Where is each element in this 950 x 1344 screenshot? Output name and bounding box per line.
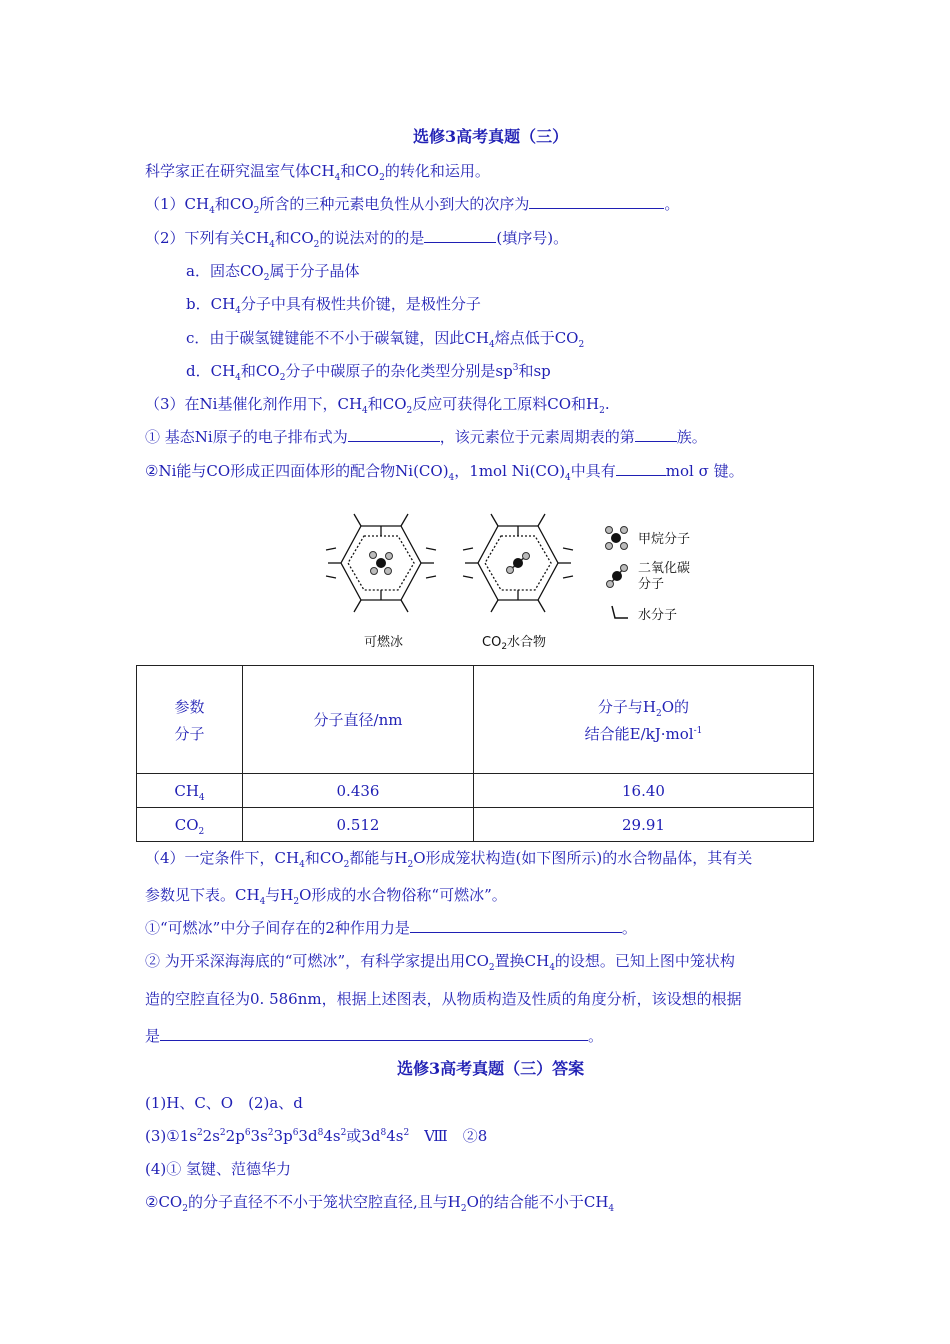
methane-molecule — [370, 552, 393, 575]
page-title: 选修3高考真题（三） — [413, 127, 569, 146]
question-4: （4）一定条件下，$CH_4$和$CO_2$都能与$H_2O$形成笼状构造(如下图所示)的水合物晶体，其有关 — [145, 849, 753, 870]
answer-blank — [424, 228, 496, 243]
label-co2-hydrate: $CO_2$水合物 — [482, 635, 547, 652]
intro-text: 科学家正在研究温室气体$CH_4$和$CO_2$的转化和运用。 — [145, 162, 490, 183]
label-combustible-ice: 可燃冰 — [364, 635, 404, 650]
answer-1-2: (1)H、C、O (2)a、d — [145, 1094, 303, 1112]
question-4-2-cont: 造的空腔直径为0. 586nm，根据上述图表，从物质构造及性质的角度分析，该设想的根据 — [145, 990, 742, 1008]
parameter-table — [136, 665, 814, 842]
legend-water-label: 水分子 — [638, 608, 678, 623]
legend-water-icon — [612, 606, 628, 618]
question-4-2: ② 为开采深海海底的“可燃冰”，有科学家提出用$CO_2$置换$CH_4$的设想。已知上图中笼状构 — [145, 952, 735, 973]
answer-blank — [529, 194, 664, 209]
cell-diameter: 0.512 — [243, 808, 474, 842]
legend-methane-label: 甲烷分子 — [638, 532, 691, 547]
answer-4-1: (4)① 氢键、范德华力 — [145, 1160, 292, 1178]
table-header-row — [137, 666, 814, 774]
header-diameter: 分子直径/nm — [243, 666, 474, 774]
question-3: （3）在Ni基催化剂作用下，$CH_4$和$CO_2$反应可获得化工原料CO和$H_2$. — [145, 395, 610, 416]
legend-co2-label: 二氧化碳 — [638, 561, 691, 576]
header-binding-energy: 分子与$H_2O$的 结合能E/kJ·mol$^{-1}$ — [474, 666, 814, 774]
option-d: d．$CH_4$和$CO_2$分子中碳原子的杂化类型分别是$sp^3$和sp — [186, 362, 551, 383]
co2-molecule — [507, 553, 530, 574]
answer-blank — [635, 427, 677, 442]
table-row — [137, 774, 814, 808]
cell-energy: 29.91 — [474, 808, 814, 842]
option-b: b．$CH_4$分子中具有极性共价键，是极性分子 — [186, 295, 481, 316]
cell-diameter: 0.436 — [243, 774, 474, 808]
option-c: c．由于碳氢键键能不不小于碳氧键，因此$CH_4$熔点低于$CO_2$ — [186, 329, 585, 350]
legend-co2-icon — [607, 565, 628, 588]
question-4-2-end: 是 。 — [145, 1027, 604, 1045]
answer-blank — [410, 918, 622, 933]
cell-energy: 16.40 — [474, 774, 814, 808]
cell-molecule: $CO_2$ — [137, 808, 243, 842]
answer-blank — [616, 461, 666, 476]
answer-blank — [348, 427, 440, 442]
answer-3: $(3)①1s^22s^22p^63s^23p^63d^84s^2$或$3d^84s^2$ Ⅷ ②8 — [145, 1127, 488, 1145]
question-1: $(1)CH_4$和$CO_2$所含的三种元素电负性从小到大的次序为 。 — [145, 195, 680, 216]
question-3-1: ① 基态Ni原子的电子排布式为 ，该元素位于元素周期表的第 族。 — [145, 428, 707, 446]
option-a: a．固态$CO_2$属于分子晶体 — [186, 262, 360, 283]
legend-methane-icon — [606, 527, 628, 550]
clathrate-figure — [316, 508, 708, 658]
cell-molecule: $CH_4$ — [137, 774, 243, 808]
answer-title: 选修3高考真题（三）答案 — [397, 1059, 585, 1078]
header-param-molecule: 参数 分子 — [137, 666, 243, 774]
question-2: （2）下列有关$CH_4$和$CO_2$的说法对的的是 (填序号)。 — [145, 229, 569, 250]
question-3-2: ②Ni能与CO形成正四面体形的配合物$Ni(CO)_4$，1mol $Ni(CO)_4$中具有 mol σ 键。 — [145, 462, 744, 483]
table-row — [137, 808, 814, 842]
answer-blank — [160, 1026, 588, 1041]
answer-4-2: $②CO_2$的分子直径不不小于笼状空腔直径,且与$H_2O$的结合能不小于$CH_4$ — [145, 1193, 615, 1214]
question-4-1: ①“可燃冰”中分子间存在的2种作用力是 。 — [145, 919, 637, 937]
legend-co2-label-2: 分子 — [638, 577, 665, 592]
question-4-cont: 参数见下表。$CH_4$与$H_2O$形成的水合物俗称“可燃冰”。 — [145, 886, 507, 907]
